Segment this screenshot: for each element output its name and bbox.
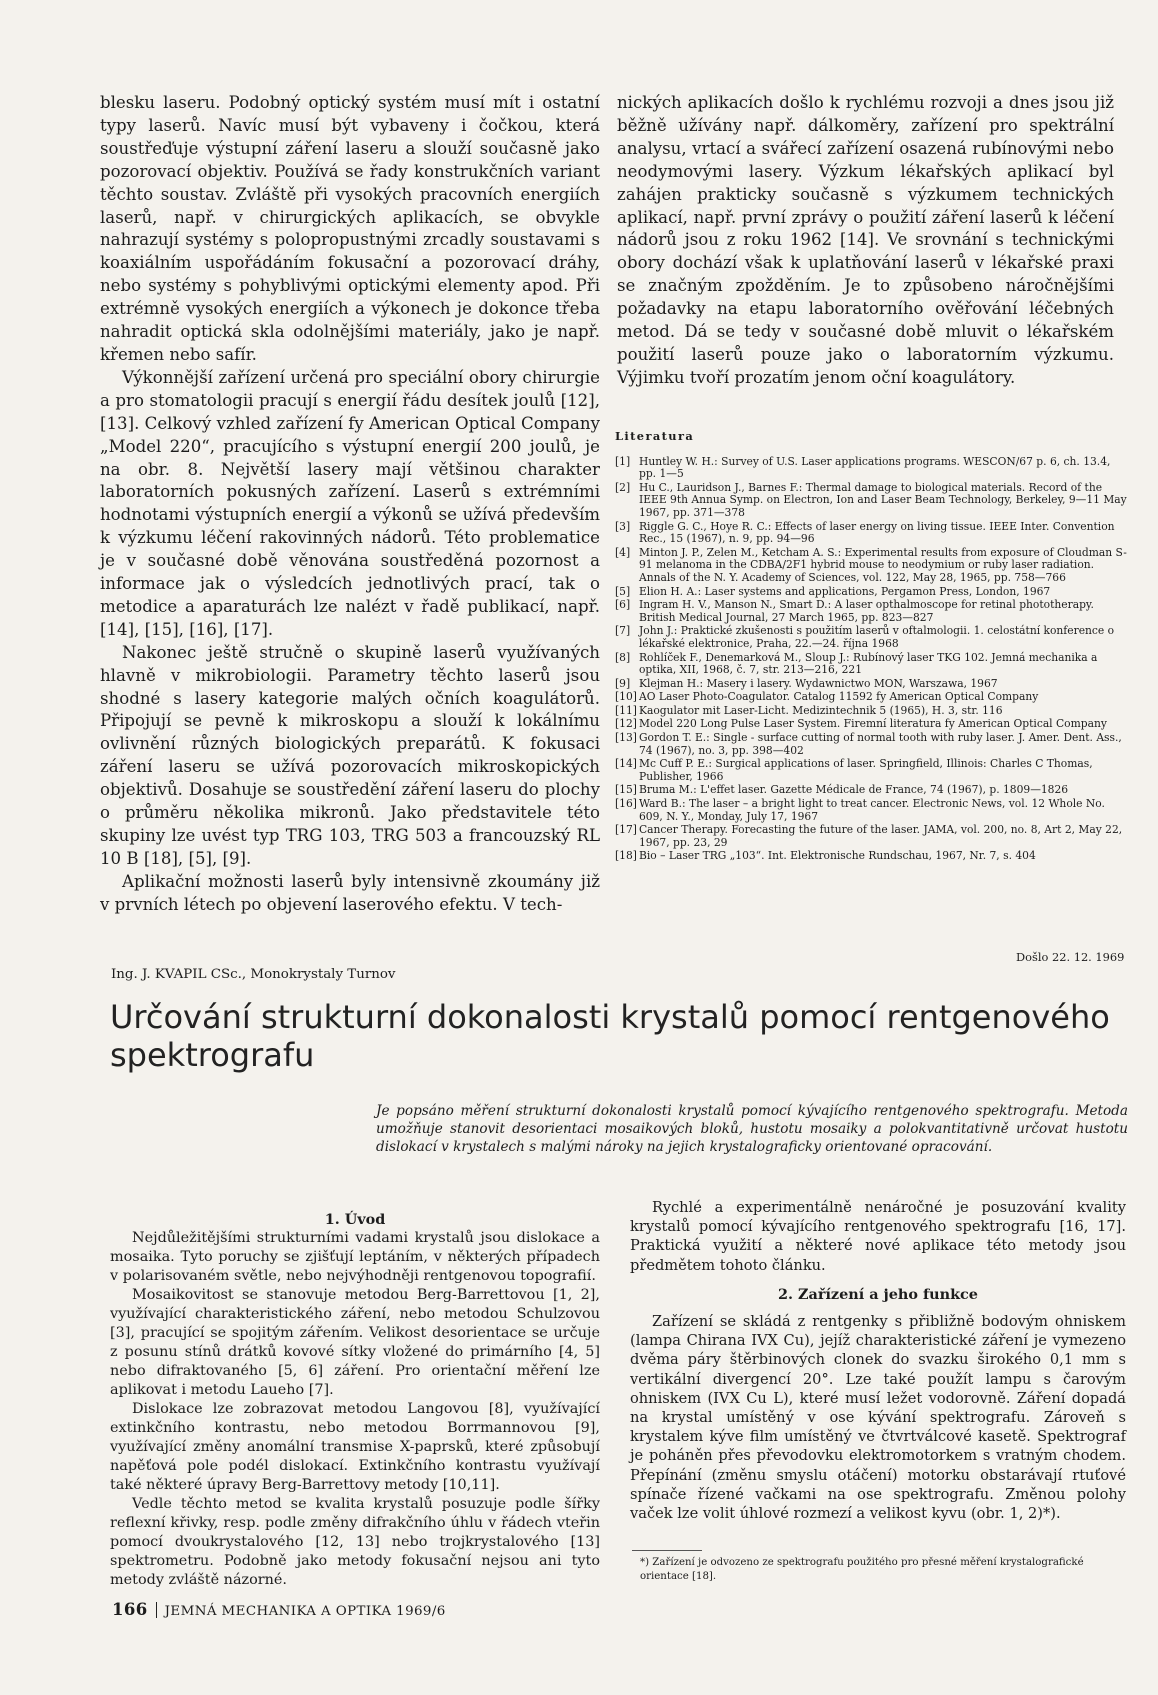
reference-text: Riggle G. C., Hoye R. C.: Effects of laser energy on living tissue. IEEE Inter. Convention Rec., 15 (1967), n. 9, pp. 94—96 [639, 519, 1115, 546]
reference-number: [6] [615, 598, 631, 612]
reference-text: Klejman H.: Masery i lasery. Wydawnictwo MON, Warszawa, 1967 [639, 676, 998, 690]
reference-number: [1] [615, 454, 631, 468]
page-footer [112, 1600, 446, 1619]
footnote: *) Zařízení je odvozeno ze spektrografu použitého pro přesné měření krystalografické orientace [18]. [640, 1557, 1084, 1582]
reference-item [615, 625, 1129, 650]
reference-item [615, 678, 1129, 691]
reference-item [615, 456, 1129, 481]
reference-number: [4] [615, 545, 631, 559]
reference-item [615, 652, 1129, 677]
reference-text: Mc Cuff P. E.: Surgical applications of laser. Springfield, Illinois: Charles C Thomas, Publisher, 1966 [639, 757, 1093, 783]
bottom-right-column [630, 1198, 1126, 1523]
reference-number: [18] [615, 849, 637, 863]
paragraph: Vedle těchto metod se kvalita krystalů posuzuje podle šířky reflexní křivky, resp. podle změny difrakčního úhlu v řádech vteřin pomocí dvoukrystalového [12, 13] nebo trojkrystalového [13] spektrometru. Podobně jako metody fokusační nejsou ani tyto metody zvláště názorné. [110, 1496, 600, 1588]
reference-number: [15] [615, 783, 637, 797]
section-heading: 1. Úvod [324, 1211, 386, 1228]
reference-item [615, 599, 1129, 624]
reference-text: Gordon T. E.: Single - surface cutting of normal tooth with ruby laser. J. Amer. Dent. Ass., 74 (1967), no. 3, pp. 398—402 [639, 731, 1122, 757]
paragraph: Výkonnější zařízení určená pro speciální obory chirurgie a pro stomatologii pracují s energií řádu desítek joulů [12], [13]. Celkový vzhled zařízení fy American Optical Company „Model 220“, pracujícího s výstupní energií 200 joulů, je na obr. 8. Největší lasery mají většinou charakter laboratorních pokusných zařízení. Laserů s extrémními hodnotami výstupních energií a výkonů se užívá především k výzkumu léčení rakovinných nádorů. Této problematice je v současné době věnována soustředěná pozornost a informace jak o výsledcích jednotlivých prací, tak o metodice a aparaturách lze nalézt v řadě publikací, např. [14], [15], [16], [17]. [100, 367, 600, 639]
reference-text: John J.: Praktické zkušenosti s použitím laserů v oftalmologii. 1. celostátní konference o lékařské elektronice, Praha, 22.—24. října 1968 [639, 624, 1115, 650]
reference-number: [2] [615, 480, 631, 494]
article-title: Určování strukturní dokonalosti krystalů pomocí rentgenového spektrografu [110, 998, 1110, 1074]
reference-item [615, 547, 1129, 585]
reference-item [615, 691, 1129, 704]
paragraph: Dislokace lze zobrazovat metodou Langovou [8], využívající extinkčního kontrastu, nebo metodou Borrmannovou [9], využívající změny anomální transmise X-paprsků, které způsobují napěťová pole podél dislokací. Extinkčního kontrastu využívají také některé úpravy Berg-Barrettovy metody [10,11]. [110, 1401, 600, 1493]
reference-text: Rohlíček F., Denemarková M., Sloup J.: Rubínový laser TKG 102. Jemná mechanika a optika, XII, 1968, č. 7, str. 213—216, 221 [639, 650, 1098, 677]
page-number: 166 [112, 1600, 148, 1619]
reference-text: Elion H. A.: Laser systems and applications, Pergamon Press, London, 1967 [639, 584, 1051, 598]
received-date: Došlo 22. 12. 1969 [1016, 950, 1125, 964]
reference-item [615, 705, 1129, 718]
top-right-column [617, 92, 1114, 390]
reference-number: [9] [615, 676, 631, 690]
abstract [376, 1103, 1128, 1156]
reference-text: Hu C., Lauridson J., Barnes F.: Thermal damage to biological materials. Record of the IEEE 9th Annua Symp. on Electron, Ion and Laser Beam Technology, Berkeley, 9—11 May 1967, pp. 371—378 [639, 480, 1127, 519]
references [615, 430, 1129, 864]
reference-item [615, 824, 1129, 849]
reference-number: [3] [615, 519, 631, 533]
paragraph: blesku laseru. Podobný optický systém musí mít i ostatní typy laserů. Navíc musí být vybaveny i čočkou, která soustřeďuje výstupní záření laseru a slouží současně jako pozorovací objektiv. Používá se řady konstrukčních variant těchto soustav. Zvláště při vysokých pracovních energiích laserů, např. v chirurgických aplikacích, se obvykle nahrazují systémy s polopropustnými zrcadly soustavami s koaxiálním uspořádáním fokusační a pozorovací dráhy, nebo systémy s pohyblivými optickými elementy apod. Při extrémně vysokých energiích a výkonech je dokonce třeba nahradit optická skla odolnějšími materiály, jako je např. křemen nebo safír. [100, 93, 600, 364]
paragraph: Nejdůležitějšími strukturními vadami krystalů jsou dislokace a mosaika. Tyto poruchy se zjišťují leptáním, v některých případech v polarisovaném světle, nebo nejvýhodněji rentgenovou topografií. [110, 1230, 600, 1284]
reference-item [615, 732, 1129, 757]
reference-number: [14] [615, 757, 637, 771]
reference-text: Minton J. P., Zelen M., Ketcham A. S.: Experimental results from exposure of Cloudman S-91 melanoma in the CDBA/2F1 hybrid mouse to neodymium or ruby laser radiation. Annals of the N. Y. Academy of Sciences, vol. 122, May 28, 1965, pp. 758—766 [639, 545, 1127, 584]
reference-number: [8] [615, 650, 631, 664]
reference-text: AO Laser Photo-Coagulator. Catalog 11592 fy American Optical Company [639, 690, 1039, 704]
reference-text: Bio – Laser TRG „103“. Int. Elektronische Rundschau, 1967, Nr. 7, s. 404 [639, 849, 1036, 863]
references-heading: Literatura [615, 429, 695, 443]
reference-text: Huntley W. H.: Survey of U.S. Laser applications programs. WESCON/67 p. 6, ch. 13.4, pp. 1—5 [639, 454, 1111, 481]
reference-item [615, 718, 1129, 731]
reference-item [615, 521, 1129, 546]
reference-text: Kaogulator mit Laser-Licht. Medizintechnik 5 (1965), H. 3, str. 116 [639, 703, 1003, 717]
abstract-text: Je popsáno měření strukturní dokonalosti krystalů pomocí kývajícího rentgenového spektrografu. Metoda umožňuje stanovit desorientaci mosaikových bloků, hustotu mosaiky a polokvantitativně určovat hustotu dislokací v krystalech s malými nároky na jejich krystalograficky orientované opracování. [376, 1103, 1128, 1155]
footer-divider [156, 1602, 157, 1618]
paragraph: Rychlé a experimentálně nenáročné je posuzování kvality krystalů pomocí kývajícího rentgenového spektrografu [16, 17]. Praktická využití a některé nové aplikace této metody jsou předmětem tohoto článku. [630, 1199, 1126, 1274]
reference-list [615, 456, 1129, 863]
reference-item [615, 482, 1129, 520]
article-author: Ing. J. KVAPIL CSc., Monokrystaly Turnov [111, 967, 396, 982]
reference-item [615, 784, 1129, 797]
paragraph: nických aplikacích došlo k rychlému rozvoji a dnes jsou již běžně užívány např. dálkoměry, zařízení pro spektrální analysu, vrtací a svářecí zařízení osazená rubínovými nebo neodymovými lasery. Výzkum lékařských aplikací byl zahájen prakticky současně s výzkumem technických aplikací, např. první zprávy o použití záření laserů k léčení nádorů jsou z roku 1962 [14]. Ve srovnání s technickými obory dochází však k uplatňování laserů v lékařské praxi se značným zpožděním. Je to způsobeno náročnějšími požadavky na etapu laboratorního ověřování léčebných metod. Dá se tedy v současné době mluvit o lékařském použití laserů pouze jako o laboratorním výzkumu. Výjimku tvoří prozatím jenom oční koagulátory. [617, 93, 1114, 387]
paragraph: Aplikační možnosti laserů byly intensivně zkoumány již v prvních létech po objevení laserového efektu. V tech- [100, 871, 600, 914]
reference-number: [17] [615, 823, 637, 837]
reference-number: [16] [615, 797, 637, 811]
reference-number: [12] [615, 717, 637, 731]
reference-item [615, 758, 1129, 783]
reference-number: [13] [615, 731, 637, 745]
reference-number: [10] [615, 690, 637, 704]
top-left-column [100, 92, 600, 917]
paragraph: Mosaikovitost se stanovuje metodou Berg-Barrettovou [1, 2], využívající charakteristického záření, nebo metodou Schulzovou [3], pracující se spojitým zářením. Velikost desorientace se určuje z posunu stínů drátků kovové sítky vložené do primárního [4, 5] nebo difraktovaného [5, 6] záření. Pro orientační měření lze aplikovat i metodu Laueho [7]. [110, 1287, 600, 1398]
reference-text: Ward B.: The laser – a bright light to treat cancer. Electronic News, vol. 12 Whole No. 609, N. Y., Monday, July 17, 1967 [639, 797, 1105, 823]
reference-text: Bruma M.: L'effet laser. Gazette Médicale de France, 74 (1967), p. 1809—1826 [639, 783, 1069, 797]
reference-item [615, 798, 1129, 823]
footnote-divider [632, 1550, 702, 1551]
bottom-left-column [110, 1210, 600, 1590]
journal-name: JEMNÁ MECHANIKA A OPTIKA 1969/6 [164, 1604, 446, 1619]
reference-number: [5] [615, 584, 631, 598]
paragraph: Nakonec ještě stručně o skupině laserů využívaných hlavně v mikrobiologii. Parametry těchto laserů jsou shodné s lasery kategorie malých očních koagulátorů. Připojují se pevně k mikroskopu a slouží k lokálnímu ovlivnění různých biologických preparátů. K fokusaci záření laseru se užívá pozorovacích mikroskopických objektivů. Dosahuje se soustředění záření laseru do plochy o průměru několika mikronů. Jako představitele této skupiny lze uvést typ TRG 103, TRG 503 a francouzský RL 10 B [18], [5], [9]. [100, 642, 600, 868]
reference-number: [11] [615, 703, 637, 717]
reference-number: [7] [615, 624, 631, 638]
reference-item [615, 586, 1129, 599]
reference-text: Ingram H. V., Manson N., Smart D.: A laser opthalmoscope for retinal phototherapy. British Medical Journal, 27 March 1965, pp. 823—827 [639, 598, 1094, 624]
paragraph: Zařízení se skládá z rentgenky s přibližně bodovým ohniskem (lampa Chirana IVX Cu), jejíž charakteristické záření je vymezeno dvěma páry štěrbinových clonek do svazku širokého 0,1 mm s vertikální divergencí 20°. Lze také použít lampu s čarovým ohniskem (IVX Cu L), které musí ležet vodorovně. Záření dopadá na krystal umístěný v ose kývání spektrografu. Zároveň s krystalem kýve film umístěný ve čtvrtválcové kasetě. Spektrograf je poháněn přes převodovku elektromotorkem s vratným chodem. Přepínání (změnu smyslu otáčení) motorku obstarávají rtuťové spínače řízené vačkami na ose spektrografu. Změnou polohy vaček lze volit úhlové rozmezí a velikost kyvu (obr. 1, 2)*). [630, 1313, 1126, 1523]
reference-item [615, 850, 1129, 863]
reference-text: Model 220 Long Pulse Laser System. Firemní literatura fy American Optical Company [639, 717, 1107, 731]
reference-text: Cancer Therapy. Forecasting the future of the laser. JAMA, vol. 200, no. 8, Art 2, May 22, 1967, pp. 23, 29 [639, 823, 1123, 849]
section-heading: 2. Zařízení a jeho funkce [778, 1285, 978, 1303]
